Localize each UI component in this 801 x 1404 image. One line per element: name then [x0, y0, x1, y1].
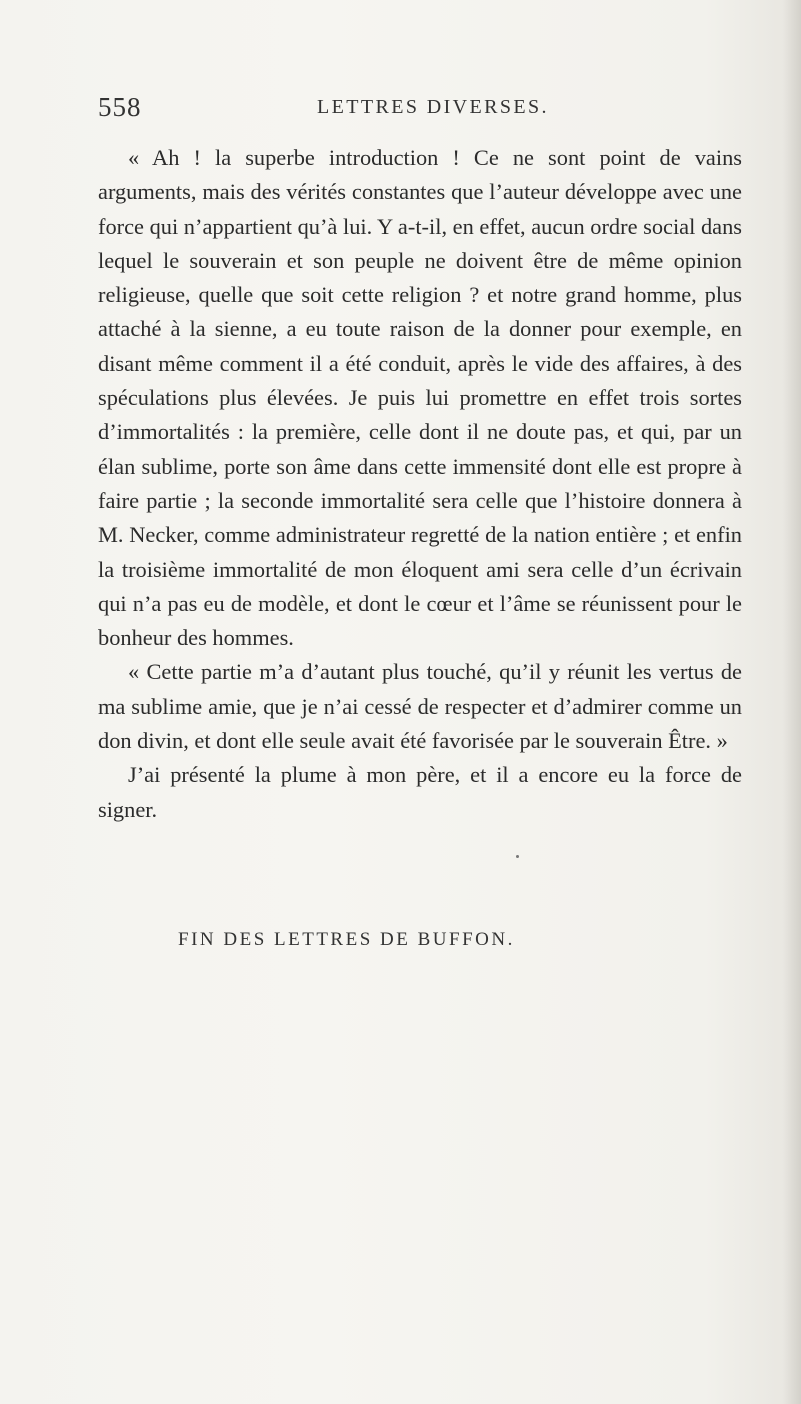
running-head: LETTRES DIVERSES.: [317, 96, 549, 118]
paragraph: « Cette partie m’a d’autant plus touché, qu’il y réunit les vertus de ma sublime amie, que je n’ai cessé de respecter et d’admirer comme un don divin, et dont elle seule avait été favorisée par le souverain Être. »: [98, 659, 742, 754]
page-header: [98, 92, 738, 132]
paper-speck: [516, 855, 519, 858]
page-number: 558: [98, 92, 142, 122]
colophon: FIN DES LETTRES DE BUFFON.: [178, 929, 515, 950]
paragraph: « Ah ! la superbe introduction ! Ce ne sont point de vains arguments, mais des vérités constantes que l’auteur développe avec une force qui n’appartient qu’à lui. Y a-t-il, en effet, aucun ordre social dans lequel le souverain et son peuple ne doivent être de même opinion religieuse, quelle que soit cette religion ? et notre grand homme, plus attaché à la sienne, a eu toute raison de la donner pour exemple, en disant même comment il a été conduit, après le vide des affaires, à des spéculations plus élevées. Je puis lui promettre en effet trois sortes d’immortalités : la première, celle dont il ne doute pas, et qui, par un élan sublime, porte son âme dans cette immensité dont elle est propre à faire partie ; la seconde immortalité sera celle que l’histoire donnera à M. Necker, comme administrateur regretté de la nation entière ; et enfin la troisième immortalité de mon éloquent ami sera celle d’un écrivain qui n’a pas eu de modèle, et dont le cœur et l’âme se réunissent pour le bonheur des hommes.: [98, 145, 742, 651]
paragraph: J’ai présenté la plume à mon père, et il a encore eu la force de signer.: [98, 762, 742, 822]
body-text: [98, 141, 742, 827]
page-edge-shadow: [783, 0, 801, 1404]
